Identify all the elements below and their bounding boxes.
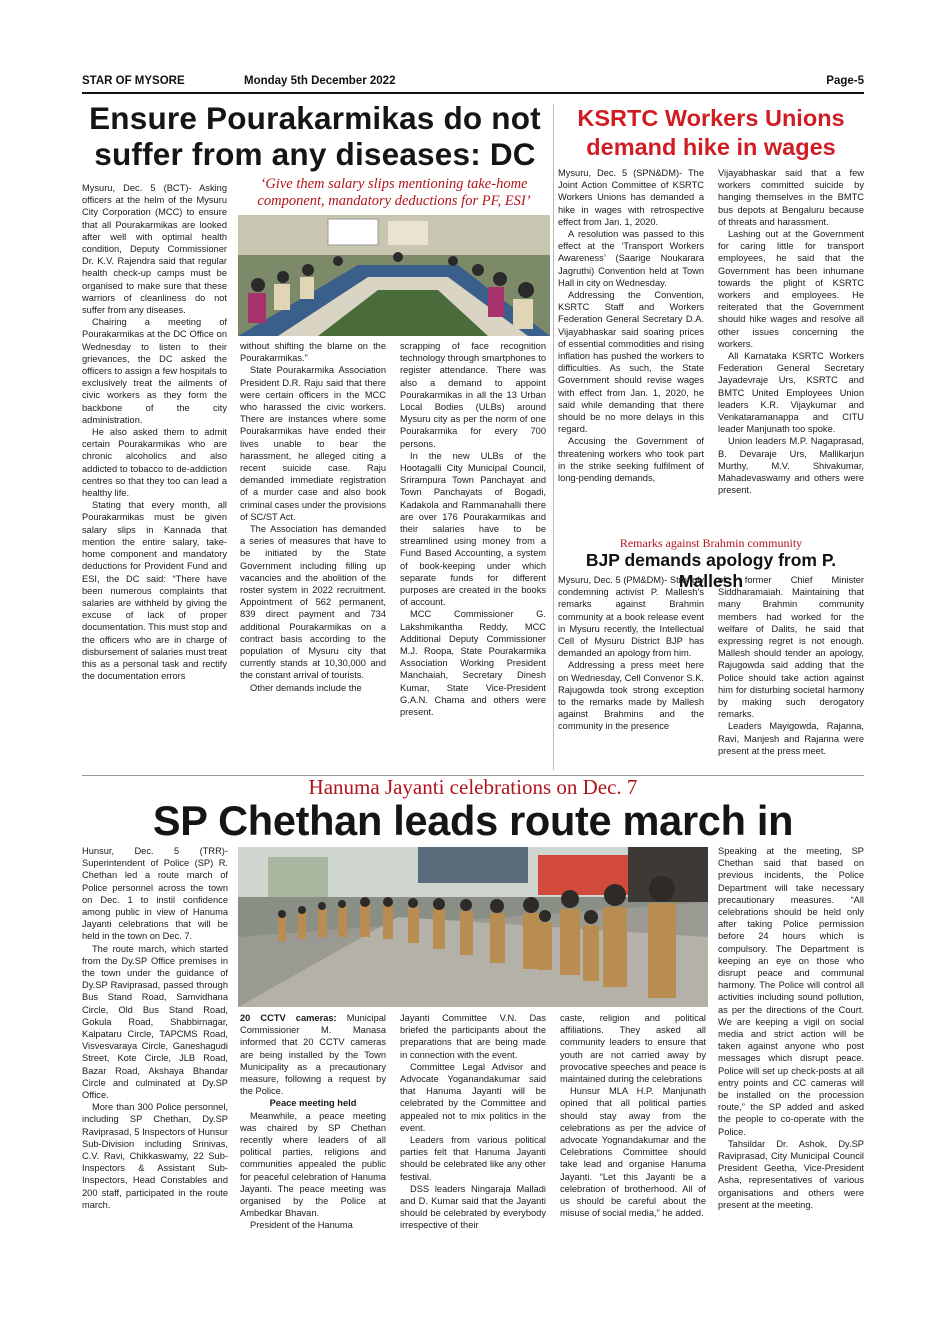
paragraph: A resolution was passed to this effect at the ‘Transport Workers Awareness’ (Saarige Noukarara Jagruthi) Convention held at Town Hall in city on Wednesday. xyxy=(558,229,704,288)
paragraph: Committee Legal Advisor and Advocate Yoganandakumar said that Hanuma Jayanti will be celebrated by the Committee and appealed not to mix politics in the event. xyxy=(400,1061,546,1133)
hunsur-column-2 xyxy=(240,1012,386,1266)
paragraph: Speaking at the meeting, SP Chethan said that based on previous incidents, the Police Department will take necessary precautionary measures. “All celebrations should be held only after taking Police permission before 24 hours which is compulsory. The Department is keeping an eye on those who disrupt peace and communal harmony. The Police will control all activities including sound pollution, as per the directions of the Court. We are keeping a vigil on social media and strict action will be taken against anyone who post messages which disrupt peace. Police will set up check-posts at all entry points and CC cameras will be installed on the procession route,” the SP added and asked the people to co-operate with the Police. xyxy=(718,846,864,1137)
paragraph: Jayanti Committee V.N. Das briefed the participants about the preparations that are being made in connection with the event. xyxy=(400,1013,546,1060)
bjp-column-2 xyxy=(718,574,864,772)
column-divider xyxy=(553,104,554,770)
hunsur-column-1 xyxy=(82,845,228,1265)
dc-deck: ‘Give them salary slips mentioning take-home component, mandatory deductions for PF, ESI’ xyxy=(257,176,531,209)
paragraph: Leaders Mayigowda, Rajanna, Ravi, Manjesh and Rajanna were present at the press meet. xyxy=(718,721,864,756)
paragraph: The route march, which started from the Dy.SP Office premises in the town under the guidance of Dy.SP Raviprasad, passed through Bus Stand Road, Samvidhana Circle, Old Bus Stand Road, Gokula Road, Shabbirnagar, Kalpataru Circle, TAPCMS Road, Visvesvaraya Circle, Ganeshagudi Street, Kote Circle, JLB Road, Bazar Road, Akshaya Bhandar Circle and culminated at Dy.SP Office. xyxy=(82,943,228,1101)
masthead xyxy=(82,75,864,91)
paragraph: Tahsildar Dr. Ashok, Dy.SP Raviprasad, City Municipal Council President Geetha, Vice-President Asha, representatives of various organisations and others were present at the meeting. xyxy=(718,1138,864,1210)
dc-headline: Ensure Pourakarmikas do not suffer from any diseases: DC xyxy=(89,100,541,172)
cctv-text: Municipal Commissioner M. Manasa informed that 20 CCTV cameras are being installed by the Town Municipality as a precautionary measure, following a request by the Police. xyxy=(240,1013,386,1097)
paragraph: Stating that every month, all Pourakarmikas must be given salary slips in Kannada that mention the entire salary, take-home component and mandatory deductions for Provident Fund and ESI, the DC said: “There have been numerous complaints that salaries are withheld by giving the excuse of lack of proper documentation. This must stop and the officers who are in charge of disbursement of salaries must treat this as a personal task and rectify the documentation errors xyxy=(82,500,227,682)
hunsur-kicker: Hanuma Jayanti celebrations on Dec. 7 xyxy=(308,775,638,799)
paragraph: Leaders from various political parties felt that Hanuma Jayanti should be celebrated like any other festival. xyxy=(400,1135,546,1182)
bjp-kicker: Remarks against Brahmin community xyxy=(619,536,803,550)
issue-date: Monday 5th December 2022 xyxy=(244,75,396,87)
dc-column-1 xyxy=(82,182,227,772)
paragraph: Other demands include the xyxy=(250,682,362,693)
paragraph: Hunsur MLA H.P. Manjunath opined that all political parties should stay away from the celebrations as per the advice of advocate Yognandakumar and the Celebrations Committee should take lead and organise Hanuma Jayanti. “Let this Jayanti be a celebration of brotherhood. All of us should be careful about the misuse of social media,” he added. xyxy=(560,1086,706,1219)
ksrtc-column-1 xyxy=(558,167,704,533)
hunsur-column-5 xyxy=(718,845,864,1265)
paragraph: Mysuru, Dec. 5 (SPN&DM)- The Joint Action Committee of KSRTC Workers Unions has demanded a hike in wages with retrospective effect from Jan. 1, 2020. xyxy=(558,168,704,227)
route-march-photo xyxy=(238,847,708,1007)
paragraph: Accusing the Government of threatening workers who took part in the strike seeking fulfilment of long-pending demands, xyxy=(558,436,704,484)
paragraph: Lashing out at the Government for caring little for transport employees, he said that the Government has been inhumane towards the plight of KSRTC workers and employees. He reiterated that the Government should hike wages and resolve all other issues concerning the workers. xyxy=(718,229,864,349)
paragraph: DSS leaders Ningaraja Malladi and D. Kumar said that the Jayanti should be celebrated by everybody irrespective of their xyxy=(400,1183,546,1231)
paragraph: State Pourakarmika Association President D.R. Raju said that there were certain officers in the MCC who harassed the civic workers. There are instances where some Pourakarmikas have ended their lives unable to bear the harassment, he alleged citing a recent suicide case. Raju demanded immediate registration of a murder case and also book criminal cases under the provisions of SC/ST Act. xyxy=(240,365,386,522)
paragraph: Vijayabhaskar said that a few workers committed suicide by hanging themselves in the BMTC bus depots at Bengaluru because of threats and harassment. xyxy=(718,168,864,227)
bjp-column-1 xyxy=(558,574,704,772)
paragraph: scrapping of face recognition technology through smartphones to register attendance. There was also a demand to appoint Pourakarmikas in all the 13 Urban Local Bodies (ULBs) around Mysuru city as per the norm of one Pourakarmika for every 700 persons. xyxy=(400,341,546,449)
ksrtc-column-2 xyxy=(718,167,864,533)
hunsur-column-4 xyxy=(560,1012,706,1266)
paragraph: The Association has demanded a series of measures that have to be initiated by the State Government including filling up vacancies and the abolition of the roster system in 2022 recruitment. Appointment of 562 permanent, 839 direct payment and 734 additional Pourakarmikas on a contract basis according to the population of Mysuru city that currently stands at 10,30,000 and the constant arrival of tourists. xyxy=(240,524,386,681)
hunsur-column-3 xyxy=(400,1012,546,1266)
paragraph: Mysuru, Dec. 5 (BCT)- Asking officers at the helm of the Mysuru City Corporation (MCC) to ensure that all Pourakarmikas are looked after well with optimal health condition, Deputy Commissioner Dr. K.V. Rajendra said that regular health check-up camps must be organised to make sure that these warriors of cleanliness do not suffer from any diseases. xyxy=(82,183,227,316)
peace-meeting-subhead: Peace meeting held xyxy=(269,1098,357,1109)
paragraph: Addressing a press meet here on Wednesday, Cell Convenor S.K. Rajugowda took strong exception to the remarks made by Mallesh against Brahmins and the community in the presence xyxy=(558,660,704,732)
paragraph: President of the Hanuma xyxy=(250,1220,353,1231)
paragraph: In the new ULBs of the Hootagalli City Municipal Council, Srirampura Town Panchayat and Town Panchayats of Bogadi, Kadakola and Rammanahalli there are over 176 Pourakarmikas and their salaries have to be streamlined using money from a Fund Based Accounting, a system of book-keeping under which separate funds for different purposes are created in the books of account. xyxy=(400,450,546,608)
paragraph: without shifting the blame on the Pourakarmikas.” xyxy=(240,341,386,364)
hunsur-headline: SP Chethan leads route march in xyxy=(152,797,794,844)
paper-name: STAR OF MYSORE xyxy=(82,75,185,87)
dc-column-3 xyxy=(400,340,546,772)
page-number: Page-5 xyxy=(826,75,864,87)
dc-column-2 xyxy=(240,340,386,772)
paragraph: caste, religion and political affiliations. They asked all community leaders to ensure that youth are not carried away by provocative speeches and peace is maintained during the celebrations xyxy=(560,1013,706,1085)
paragraph: Hunsur, Dec. 5 (TRR)- Superintendent of Police (SP) R. Chethan led a route march of Police personnel across the town on Dec. 1 to instil confidence among public in view of Hanuma Jayanti celebrations that will be held in the town on Dec. 7. xyxy=(82,846,228,942)
paragraph xyxy=(240,1012,386,1097)
bjp-headline: BJP demands apology from P. Mallesh xyxy=(585,550,837,591)
paragraph: He also asked them to admit certain Pourakarmikas who are chronic alcoholics and also addicted to tobacco to de-addiction centres so that they too can lead a healthy life. xyxy=(82,427,227,499)
paragraph: Addressing the Convention, KSRTC Staff and Workers Federation General Secretary D.A. Vijayabhaskar said soaring prices of essential commodities and rising inflation has pushed the workers to difficulties. As such, the State Government should revise wages with effect from Jan. 1, 2020, he said while demanding that there should be no more delays in this regard. xyxy=(558,290,704,435)
paragraph: of former Chief Minister Siddharamaiah. Maintaining that many Brahmin community members had worked for the welfare of Dalits, he said that expressing regret is not enough. Mallesh should tender an apology, Rajugowda said adding that the Police should take action against him for disturbing societal harmony by making such derogatory remarks. xyxy=(718,575,864,720)
paragraph: MCC Commissioner G. Lakshmikantha Reddy, MCC Additional Deputy Commissioner M.J. Roopa, State Pourakarmika Association Working President Manchaiah, Secretary Dinesh Kumar, State Vice-President G.A.N. Chama and others were present. xyxy=(400,609,546,718)
paragraph: Chairing a meeting of Pourakarmikas at the DC Office on Wednesday to listen to their grievances, the DC asked the officers to assign a few hospitals to exclusively treat the ailments of civic workers as they form the backbone of the city administration. xyxy=(82,317,227,425)
paragraph: All Karnataka KSRTC Workers Federation General Secretary Jayadevraje Urs, KSRTC and BMTC United Employees Union leaders K.R. Vijaykumar and Venkataramanappa and CITU leader Manjunath too spoke. xyxy=(718,351,864,435)
masthead-rule xyxy=(82,92,864,94)
paragraph: Union leaders M.P. Nagaprasad, B. Devaraje Urs, Mallikarjun Murthy, M.V. Shivakumar, Mahadevaswamy and others were present. xyxy=(718,436,864,496)
ksrtc-headline: KSRTC Workers Unions demand hike in wages xyxy=(577,105,845,160)
paragraph: Mysuru, Dec. 5 (PM&DM)- Strongly condemning activist P. Mallesh’s remarks against Brahmin community at a book release event in Mysuru recently, the Intellectual Cell of Mysuru District BJP has demanded an apology from him. xyxy=(558,575,704,659)
paragraph: Meanwhile, a peace meeting was chaired by SP Chethan recently where leaders of all political parties, religions and communities appealed the public for peaceful celebration of Hanuma Jayanti. The peace meeting was organised by the Police at Ambedkar Bhavan. xyxy=(240,1110,386,1219)
cctv-subhead: 20 CCTV cameras: xyxy=(240,1013,337,1023)
paragraph: More than 300 Police personnel, including SP Chethan, Dy.SP Raviprasad, 5 Inspectors of Hunsur Sub-Division including Srinivas, C.V. Ravi, Chikkaswamy, 22 Sub-Inspectors & Assistant Sub-Inspectors, Head Constables and 200 staff, participated in the route march. xyxy=(82,1102,228,1210)
dc-meeting-photo xyxy=(238,215,550,336)
